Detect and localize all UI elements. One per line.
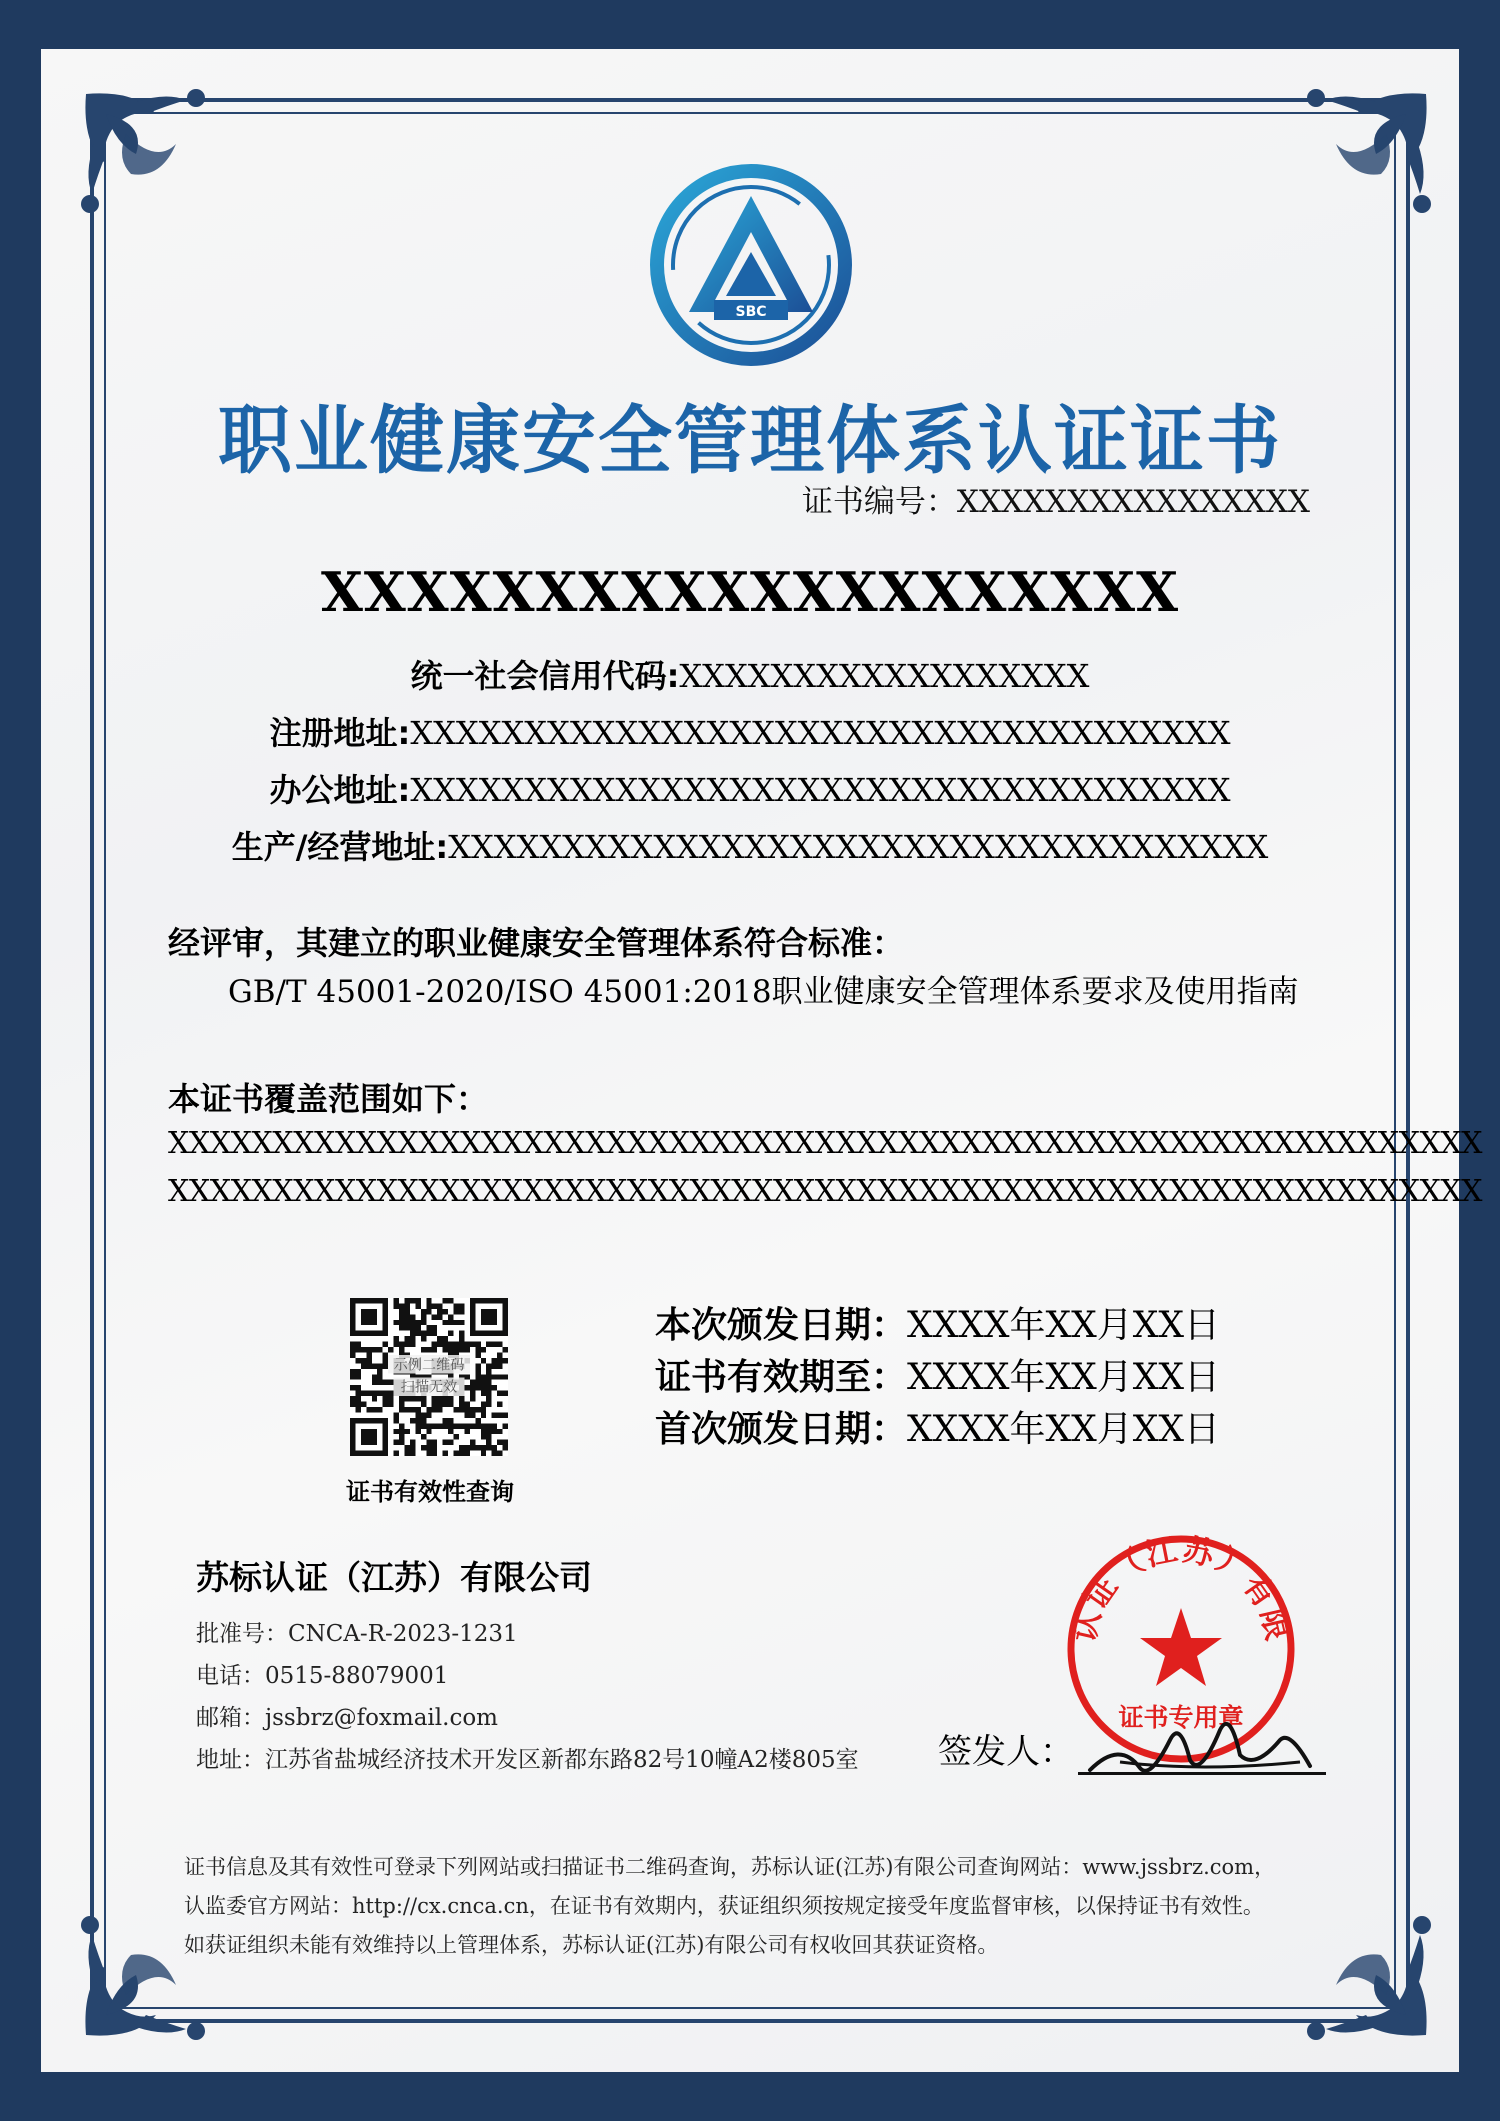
signer-label: 签发人： — [938, 1732, 1074, 1772]
standard-heading: 经评审，其建立的职业健康安全管理体系符合标准： — [168, 924, 905, 962]
issuer-name: 苏标认证（江苏）有限公司 — [196, 1558, 592, 1597]
date-block — [655, 1300, 1220, 1456]
seal-bottom-text: 证书专用章 — [1118, 1703, 1244, 1732]
info-label: 注册地址: — [269, 714, 411, 752]
info-row-office-address — [0, 762, 1500, 819]
certificate-number — [802, 476, 1310, 521]
info-row-registered-address — [0, 705, 1500, 762]
corner-ornament-icon — [1286, 84, 1436, 234]
info-label: 办公地址: — [269, 771, 411, 809]
info-value: XXXXXXXXXXXXXXXXXX — [679, 657, 1090, 695]
info-value: XXXXXXXXXXXXXXXXXXXXXXXXXXXXXXXXXXXX — [410, 771, 1231, 809]
date-label: 首次颁发日期： — [655, 1409, 908, 1450]
date-row-first-issue — [655, 1404, 1220, 1456]
date-row-valid-until — [655, 1352, 1220, 1404]
corner-ornament-icon — [76, 84, 226, 234]
date-label: 本次颁发日期： — [655, 1305, 908, 1346]
footer-line: 认监委官方网站：http://cx.cnca.cn，在证书有效期内，获证组织须按规定接受年度监督审核，以保持证书有效性。 — [184, 1894, 1264, 1918]
issuer-email: 邮箱：jssbrz@foxmail.com — [196, 1705, 498, 1731]
issuer-address: 地址：江苏省盐城经济技术开发区新都东路82号10幢A2楼805室 — [196, 1747, 859, 1773]
info-row-credit-code — [0, 648, 1500, 705]
date-label: 证书有效期至： — [655, 1357, 908, 1398]
date-value: XXXX年XX月XX日 — [907, 1357, 1221, 1398]
standard-text: GB/T 45001-2020/ISO 45001:2018职业健康安全管理体系要求及使用指南 — [228, 974, 1299, 1010]
qr-overlay-text: 扫描无效 — [400, 1379, 458, 1396]
date-value: XXXX年XX月XX日 — [907, 1305, 1221, 1346]
cert-no-label: 证书编号： — [801, 484, 957, 520]
footer-notes — [184, 1848, 1354, 1965]
qr-caption: 证书有效性查询 — [346, 1478, 514, 1506]
info-label: 生产/经营地址: — [231, 828, 449, 866]
info-row-production-address — [0, 819, 1500, 876]
info-value: XXXXXXXXXXXXXXXXXXXXXXXXXXXXXXXXXXXX — [448, 828, 1269, 866]
logo-text: SBC — [735, 304, 767, 320]
sbc-logo-icon — [648, 162, 854, 368]
info-value: XXXXXXXXXXXXXXXXXXXXXXXXXXXXXXXXXXXX — [410, 714, 1231, 752]
footer-line: 如获证组织未能有效维持以上管理体系，苏标认证(江苏)有限公司有权收回其获证资格。 — [184, 1933, 999, 1957]
cert-no-value: XXXXXXXXXXXXXXXX — [956, 484, 1310, 520]
company-name: XXXXXXXXXXXXXXXXXXXX — [321, 560, 1179, 624]
issuer-approval-no: 批准号：CNCA-R-2023-1231 — [196, 1621, 518, 1647]
scope-line: XXXXXXXXXXXXXXXXXXXXXXXXXXXXXXXXXXXXXXXXXXXXXXXXXXXXXXXXXXXXXXX — [168, 1174, 1483, 1209]
info-label: 统一社会信用代码: — [410, 657, 680, 695]
svg-text:苏标认证（江苏）有限公司: 认证（江苏）有限 — [1066, 1531, 1296, 1646]
company-info — [0, 648, 1500, 876]
footer-line: 证书信息及其有效性可登录下列网站或扫描证书二维码查询，苏标认证(江苏)有限公司查询网站：www.jssbrz.com， — [184, 1855, 1276, 1879]
date-row-issue — [655, 1300, 1220, 1352]
issuer-block — [196, 1552, 859, 1781]
scope-line: XXXXXXXXXXXXXXXXXXXXXXXXXXXXXXXXXXXXXXXXXXXXXXXXXXXXXXXXXXXXXXX — [168, 1126, 1483, 1161]
issuer-phone: 电话：0515-88079001 — [196, 1663, 449, 1689]
qr-overlay-text: 示例二维码 — [393, 1357, 465, 1374]
handwritten-signature-icon — [1080, 1700, 1320, 1790]
qr-code[interactable] — [350, 1298, 508, 1456]
scope-heading: 本证书覆盖范围如下： — [168, 1080, 489, 1118]
certificate-title: 职业健康安全管理体系认证证书 — [218, 398, 1282, 484]
date-value: XXXX年XX月XX日 — [907, 1409, 1221, 1450]
